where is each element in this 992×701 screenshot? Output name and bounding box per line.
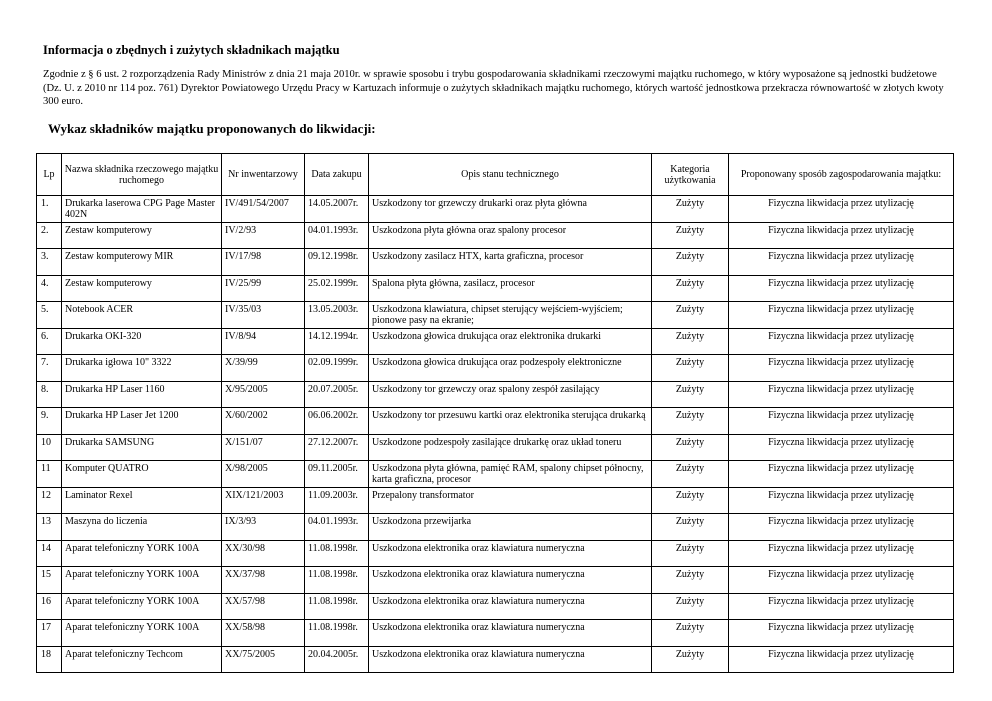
row-description: Uszkodzona płyta główna, pamięć RAM, spalony chipset północny, karta graficzna, procesor xyxy=(372,463,644,485)
row-disposal-method: Fizyczna likwidacja przez utylizację xyxy=(768,622,914,633)
row-description-cell xyxy=(369,646,652,673)
row-asset-name: Komputer QUATRO xyxy=(65,463,149,474)
document-title: Informacja o zbędnych i zużytych składnikach majątku xyxy=(43,43,340,57)
row-category-cell xyxy=(652,620,729,647)
row-disposal-method-cell xyxy=(729,461,954,488)
row-disposal-method: Fizyczna likwidacja przez utylizację xyxy=(768,489,914,501)
row-inventory-number: IV/17/98 xyxy=(225,251,262,262)
row-purchase-date: 04.01.1993r. xyxy=(308,224,359,236)
row-inventory-number: XX/75/2005 xyxy=(225,648,275,660)
row-inventory-number-cell xyxy=(222,381,305,408)
row-inventory-number: X/98/2005 xyxy=(225,463,268,474)
row-description: Przepalony transformator xyxy=(372,489,474,501)
row-description-cell xyxy=(369,222,652,249)
row-description: Uszkodzona elektronika oraz klawiatura numeryczna xyxy=(372,622,585,633)
row-lp-cell xyxy=(37,567,62,594)
row-asset-name-cell xyxy=(62,461,222,488)
row-purchase-date: 20.04.2005r. xyxy=(308,648,359,660)
row-disposal-method: Fizyczna likwidacja przez utylizację xyxy=(768,357,914,368)
row-asset-name-cell xyxy=(62,540,222,567)
row-description-cell xyxy=(369,540,652,567)
row-purchase-date-cell xyxy=(305,408,369,435)
row-disposal-method-cell xyxy=(729,275,954,302)
row-disposal-method: Fizyczna likwidacja przez utylizację xyxy=(768,436,914,448)
row-purchase-date-cell xyxy=(305,275,369,302)
table-row xyxy=(37,328,954,355)
row-asset-name: Aparat telefoniczny YORK 100A xyxy=(65,569,200,580)
row-lp: 6. xyxy=(41,330,49,342)
table-row xyxy=(37,381,954,408)
row-disposal-method-cell xyxy=(729,408,954,435)
row-category-cell xyxy=(652,249,729,276)
row-lp-cell xyxy=(37,646,62,673)
row-category: Zużyty xyxy=(675,277,705,289)
row-category: Zużyty xyxy=(675,224,705,236)
row-lp: 16 xyxy=(41,595,51,607)
row-asset-name-cell xyxy=(62,514,222,541)
row-category-cell xyxy=(652,487,729,514)
table-row xyxy=(37,249,954,276)
row-disposal-method-cell xyxy=(729,196,954,223)
row-category: Zużyty xyxy=(675,410,705,421)
row-description-cell xyxy=(369,461,652,488)
table-row xyxy=(37,646,954,673)
header-technical-description: Opis stanu technicznego xyxy=(369,154,652,196)
header-lp: Lp xyxy=(37,154,62,196)
row-purchase-date-cell xyxy=(305,381,369,408)
row-lp-cell xyxy=(37,222,62,249)
row-asset-name-cell xyxy=(62,408,222,435)
row-description-cell xyxy=(369,514,652,541)
row-disposal-method: Fizyczna likwidacja przez utylizację xyxy=(768,251,914,262)
row-category-cell xyxy=(652,355,729,382)
row-lp-cell xyxy=(37,249,62,276)
row-inventory-number: IV/491/54/2007 xyxy=(225,198,289,209)
row-category-cell xyxy=(652,381,729,408)
row-description: Uszkodzone podzespoły zasilające drukarkę oraz układ toneru xyxy=(372,436,622,448)
row-inventory-number-cell xyxy=(222,408,305,435)
row-asset-name: Drukarka SAMSUNG xyxy=(65,436,155,448)
row-lp-cell xyxy=(37,593,62,620)
row-lp: 12 xyxy=(41,489,51,501)
row-inventory-number: X/151/07 xyxy=(225,436,263,448)
row-lp: 3. xyxy=(41,251,49,262)
row-lp-cell xyxy=(37,355,62,382)
row-purchase-date: 02.09.1999r. xyxy=(308,357,359,368)
row-disposal-method: Fizyczna likwidacja przez utylizację xyxy=(768,198,914,209)
row-inventory-number-cell xyxy=(222,646,305,673)
row-inventory-number: IV/25/99 xyxy=(225,277,262,289)
row-description-cell xyxy=(369,196,652,223)
row-category-cell xyxy=(652,434,729,461)
list-subtitle: Wykaz składników majątku proponowanych do likwidacji: xyxy=(48,121,376,136)
row-lp-cell xyxy=(37,275,62,302)
row-asset-name-cell xyxy=(62,196,222,223)
row-category-cell xyxy=(652,567,729,594)
row-lp: 17 xyxy=(41,622,51,633)
row-purchase-date-cell xyxy=(305,540,369,567)
row-category-cell xyxy=(652,540,729,567)
table-row xyxy=(37,593,954,620)
row-description-cell xyxy=(369,434,652,461)
row-category-cell xyxy=(652,222,729,249)
table-row xyxy=(37,567,954,594)
row-description: Uszkodzona głowica drukująca oraz elektronika drukarki xyxy=(372,330,602,342)
row-category-cell xyxy=(652,408,729,435)
row-inventory-number-cell xyxy=(222,434,305,461)
row-disposal-method-cell xyxy=(729,620,954,647)
row-asset-name: Aparat telefoniczny YORK 100A xyxy=(65,622,200,633)
row-description-cell xyxy=(369,620,652,647)
row-lp-cell xyxy=(37,328,62,355)
row-disposal-method-cell xyxy=(729,593,954,620)
row-lp: 13 xyxy=(41,516,51,527)
row-disposal-method-cell xyxy=(729,328,954,355)
header-usage-category: Kategoria użytkowania xyxy=(652,154,729,196)
row-purchase-date: 25.02.1999r. xyxy=(308,277,359,289)
row-inventory-number-cell xyxy=(222,620,305,647)
row-category-cell xyxy=(652,461,729,488)
row-purchase-date-cell xyxy=(305,355,369,382)
row-lp: 1. xyxy=(41,198,49,209)
row-lp-cell xyxy=(37,540,62,567)
row-category: Zużyty xyxy=(675,251,705,262)
row-category: Zużyty xyxy=(675,383,705,395)
row-lp: 14 xyxy=(41,542,51,554)
row-inventory-number-cell xyxy=(222,567,305,594)
row-purchase-date-cell xyxy=(305,567,369,594)
row-lp: 4. xyxy=(41,277,49,289)
row-inventory-number-cell xyxy=(222,593,305,620)
row-description: Uszkodzona elektronika oraz klawiatura numeryczna xyxy=(372,595,585,607)
table-row xyxy=(37,461,954,488)
row-disposal-method-cell xyxy=(729,514,954,541)
row-inventory-number: IV/35/03 xyxy=(225,304,262,315)
table-row xyxy=(37,514,954,541)
row-asset-name-cell xyxy=(62,567,222,594)
row-description-cell xyxy=(369,355,652,382)
row-purchase-date-cell xyxy=(305,593,369,620)
row-description: Uszkodzona płyta główna oraz spalony procesor xyxy=(372,224,567,236)
row-category-cell xyxy=(652,646,729,673)
row-disposal-method-cell xyxy=(729,540,954,567)
row-description: Uszkodzona klawiatura, chipset sterujący wejściem-wyjściem; pionowe pasy na ekranie; xyxy=(372,304,623,326)
row-asset-name: Zestaw komputerowy xyxy=(65,277,152,289)
row-purchase-date: 11.08.1998r. xyxy=(308,595,358,607)
row-disposal-method-cell xyxy=(729,302,954,329)
intro-paragraph: Zgodnie z § 6 ust. 2 rozporządzenia Rady Ministrów z dnia 21 maja 2010r. w sprawie sposobu i trybu gospodarowania składnikami rzeczowymi majątku ruchomego, w który wyposażone są jednostki budżetowe (Dz. U. z 2010 nr 114 poz. 761) Dyrektor Powiatowego Urzędu Pracy w Kartuzach informuje o zużytych składnikach majątku ruchomego, których wartość jednostkowa przekracza równowartość w złotych kwoty 300 euro. xyxy=(43,69,944,107)
row-inventory-number-cell xyxy=(222,196,305,223)
row-purchase-date-cell xyxy=(305,302,369,329)
row-category-cell xyxy=(652,514,729,541)
row-purchase-date: 11.08.1998r. xyxy=(308,569,358,580)
row-description-cell xyxy=(369,408,652,435)
row-purchase-date: 09.12.1998r. xyxy=(308,251,359,262)
row-lp: 11 xyxy=(41,463,51,474)
row-description: Uszkodzona głowica drukująca oraz podzespoły elektroniczne xyxy=(372,357,622,368)
row-asset-name: Drukarka OKI-320 xyxy=(65,330,142,342)
row-purchase-date: 11.08.1998r. xyxy=(308,542,358,554)
row-category: Zużyty xyxy=(675,595,705,607)
row-purchase-date-cell xyxy=(305,434,369,461)
row-disposal-method: Fizyczna likwidacja przez utylizację xyxy=(768,383,914,395)
row-purchase-date: 20.07.2005r. xyxy=(308,383,359,395)
row-asset-name: Zestaw komputerowy xyxy=(65,224,152,236)
table-row xyxy=(37,408,954,435)
row-asset-name-cell xyxy=(62,646,222,673)
row-inventory-number: XX/30/98 xyxy=(225,542,265,554)
row-disposal-method-cell xyxy=(729,567,954,594)
row-description: Uszkodzona przewijarka xyxy=(372,516,472,527)
row-purchase-date-cell xyxy=(305,249,369,276)
row-lp: 7. xyxy=(41,357,49,368)
row-description: Uszkodzona elektronika oraz klawiatura numeryczna xyxy=(372,542,585,554)
row-inventory-number: IX/3/93 xyxy=(225,516,257,527)
row-disposal-method: Fizyczna likwidacja przez utylizację xyxy=(768,542,914,554)
row-disposal-method: Fizyczna likwidacja przez utylizację xyxy=(768,330,914,342)
table-row xyxy=(37,540,954,567)
row-asset-name: Drukarka HP Laser 1160 xyxy=(65,383,165,395)
row-purchase-date-cell xyxy=(305,487,369,514)
row-description: Uszkodzona elektronika oraz klawiatura numeryczna xyxy=(372,569,585,580)
table-row xyxy=(37,487,954,514)
row-inventory-number-cell xyxy=(222,540,305,567)
row-asset-name-cell xyxy=(62,381,222,408)
row-disposal-method-cell xyxy=(729,249,954,276)
row-category-cell xyxy=(652,275,729,302)
table-row xyxy=(37,355,954,382)
row-lp-cell xyxy=(37,196,62,223)
row-disposal-method: Fizyczna likwidacja przez utylizację xyxy=(768,410,914,421)
row-asset-name-cell xyxy=(62,249,222,276)
row-lp-cell xyxy=(37,487,62,514)
row-asset-name-cell xyxy=(62,302,222,329)
row-category: Zużyty xyxy=(675,330,705,342)
row-description: Uszkodzony tor grzewczy drukarki oraz płyta główna xyxy=(372,198,587,209)
header-inventory-number: Nr inwentarzowy xyxy=(222,154,305,196)
row-purchase-date: 11.08.1998r. xyxy=(308,622,358,633)
table-row xyxy=(37,302,954,329)
row-inventory-number: X/39/99 xyxy=(225,357,258,368)
row-purchase-date: 14.12.1994r. xyxy=(308,330,359,342)
row-purchase-date: 13.05.2003r. xyxy=(308,304,359,315)
row-disposal-method: Fizyczna likwidacja przez utylizację xyxy=(768,463,914,474)
row-category: Zużyty xyxy=(675,648,705,660)
row-purchase-date-cell xyxy=(305,646,369,673)
row-inventory-number: X/60/2002 xyxy=(225,410,268,421)
row-category: Zużyty xyxy=(675,436,705,448)
row-lp-cell xyxy=(37,302,62,329)
row-inventory-number-cell xyxy=(222,328,305,355)
row-category: Zużyty xyxy=(675,516,705,527)
row-lp: 10 xyxy=(41,436,51,448)
row-inventory-number: XX/57/98 xyxy=(225,595,265,607)
row-inventory-number-cell xyxy=(222,461,305,488)
row-category: Zużyty xyxy=(675,542,705,554)
row-category-cell xyxy=(652,302,729,329)
row-lp: 15 xyxy=(41,569,51,580)
row-asset-name-cell xyxy=(62,620,222,647)
table-row xyxy=(37,196,954,223)
row-category: Zużyty xyxy=(675,622,705,633)
row-lp-cell xyxy=(37,514,62,541)
row-asset-name: Drukarka HP Laser Jet 1200 xyxy=(65,410,179,421)
row-purchase-date: 14.05.2007r. xyxy=(308,198,359,209)
row-description: Uszkodzony tor przesuwu kartki oraz elektronika sterująca drukarką xyxy=(372,410,646,421)
row-asset-name: Zestaw komputerowy MIR xyxy=(65,251,174,262)
row-inventory-number-cell xyxy=(222,514,305,541)
row-lp: 8. xyxy=(41,383,49,395)
row-description-cell xyxy=(369,275,652,302)
row-disposal-method: Fizyczna likwidacja przez utylizację xyxy=(768,569,914,580)
row-disposal-method-cell xyxy=(729,434,954,461)
row-description-cell xyxy=(369,593,652,620)
row-purchase-date: 09.11.2005r. xyxy=(308,463,358,474)
row-asset-name: Drukarka laserowa CPG Page Master 402N xyxy=(65,198,215,220)
row-disposal-method-cell xyxy=(729,487,954,514)
row-lp-cell xyxy=(37,408,62,435)
assets-table xyxy=(36,153,954,673)
row-asset-name-cell xyxy=(62,355,222,382)
row-purchase-date-cell xyxy=(305,461,369,488)
row-lp: 5. xyxy=(41,304,49,315)
row-disposal-method: Fizyczna likwidacja przez utylizację xyxy=(768,516,914,527)
row-inventory-number: XX/37/98 xyxy=(225,569,265,580)
row-inventory-number: XIX/121/2003 xyxy=(225,489,284,501)
row-description: Uszkodzony zasilacz HTX, karta graficzna, procesor xyxy=(372,251,584,262)
row-inventory-number-cell xyxy=(222,355,305,382)
row-category: Zużyty xyxy=(675,569,705,580)
row-disposal-method-cell xyxy=(729,222,954,249)
row-inventory-number-cell xyxy=(222,275,305,302)
row-lp-cell xyxy=(37,461,62,488)
row-description: Uszkodzona elektronika oraz klawiatura numeryczna xyxy=(372,648,585,660)
row-inventory-number-cell xyxy=(222,487,305,514)
row-asset-name-cell xyxy=(62,222,222,249)
row-description: Uszkodzony tor grzewczy oraz spalony zespół zasilający xyxy=(372,383,600,395)
row-description-cell xyxy=(369,487,652,514)
row-category-cell xyxy=(652,196,729,223)
row-inventory-number-cell xyxy=(222,302,305,329)
row-purchase-date-cell xyxy=(305,514,369,541)
table-row xyxy=(37,620,954,647)
row-asset-name: Aparat telefoniczny YORK 100A xyxy=(65,595,200,607)
row-category: Zużyty xyxy=(675,304,705,315)
row-lp: 2. xyxy=(41,224,49,236)
row-disposal-method: Fizyczna likwidacja przez utylizację xyxy=(768,648,914,660)
row-purchase-date-cell xyxy=(305,620,369,647)
row-description: Spalona płyta główna, zasilacz, procesor xyxy=(372,277,535,289)
row-purchase-date: 11.09.2003r. xyxy=(308,489,358,501)
row-lp-cell xyxy=(37,620,62,647)
table-row xyxy=(37,275,954,302)
row-asset-name: Notebook ACER xyxy=(65,304,134,315)
row-description-cell xyxy=(369,381,652,408)
header-purchase-date: Data zakupu xyxy=(305,154,369,196)
table-header-row xyxy=(37,154,954,196)
row-inventory-number-cell xyxy=(222,222,305,249)
row-asset-name: Aparat telefoniczny Techcom xyxy=(65,648,183,660)
row-asset-name-cell xyxy=(62,487,222,514)
row-inventory-number: IV/2/93 xyxy=(225,224,257,236)
row-disposal-method-cell xyxy=(729,381,954,408)
row-asset-name: Maszyna do liczenia xyxy=(65,516,148,527)
row-category-cell xyxy=(652,328,729,355)
row-asset-name-cell xyxy=(62,434,222,461)
row-lp-cell xyxy=(37,381,62,408)
row-purchase-date-cell xyxy=(305,196,369,223)
row-description-cell xyxy=(369,567,652,594)
row-asset-name-cell xyxy=(62,328,222,355)
row-disposal-method: Fizyczna likwidacja przez utylizację xyxy=(768,304,914,315)
row-category: Zużyty xyxy=(675,198,705,209)
row-lp-cell xyxy=(37,434,62,461)
row-disposal-method-cell xyxy=(729,355,954,382)
row-asset-name: Aparat telefoniczny YORK 100A xyxy=(65,542,200,554)
row-inventory-number: IV/8/94 xyxy=(225,330,257,342)
header-name: Nazwa składnika rzeczowego majątku ruchomego xyxy=(62,154,222,196)
table-row xyxy=(37,222,954,249)
row-purchase-date-cell xyxy=(305,222,369,249)
row-inventory-number: X/95/2005 xyxy=(225,383,268,395)
row-category: Zużyty xyxy=(675,463,705,474)
row-disposal-method: Fizyczna likwidacja przez utylizację xyxy=(768,277,914,289)
table-row xyxy=(37,434,954,461)
row-lp: 18 xyxy=(41,648,51,660)
row-purchase-date-cell xyxy=(305,328,369,355)
row-purchase-date: 06.06.2002r. xyxy=(308,410,359,421)
row-category: Zużyty xyxy=(675,357,705,368)
row-disposal-method-cell xyxy=(729,646,954,673)
row-category-cell xyxy=(652,593,729,620)
row-disposal-method: Fizyczna likwidacja przez utylizację xyxy=(768,224,914,236)
row-lp: 9. xyxy=(41,410,49,421)
row-purchase-date: 04.01.1993r. xyxy=(308,516,359,527)
row-asset-name: Drukarka igłowa 10" 3322 xyxy=(65,357,172,368)
header-disposal-method: Proponowany sposób zagospodarowania majątku: xyxy=(729,154,954,196)
row-description-cell xyxy=(369,302,652,329)
row-category: Zużyty xyxy=(675,489,705,501)
row-asset-name-cell xyxy=(62,593,222,620)
row-asset-name-cell xyxy=(62,275,222,302)
row-description-cell xyxy=(369,328,652,355)
row-asset-name: Laminator Rexel xyxy=(65,489,133,501)
row-purchase-date: 27.12.2007r. xyxy=(308,436,359,448)
row-disposal-method: Fizyczna likwidacja przez utylizację xyxy=(768,595,914,607)
row-inventory-number: XX/58/98 xyxy=(225,622,265,633)
row-description-cell xyxy=(369,249,652,276)
row-inventory-number-cell xyxy=(222,249,305,276)
